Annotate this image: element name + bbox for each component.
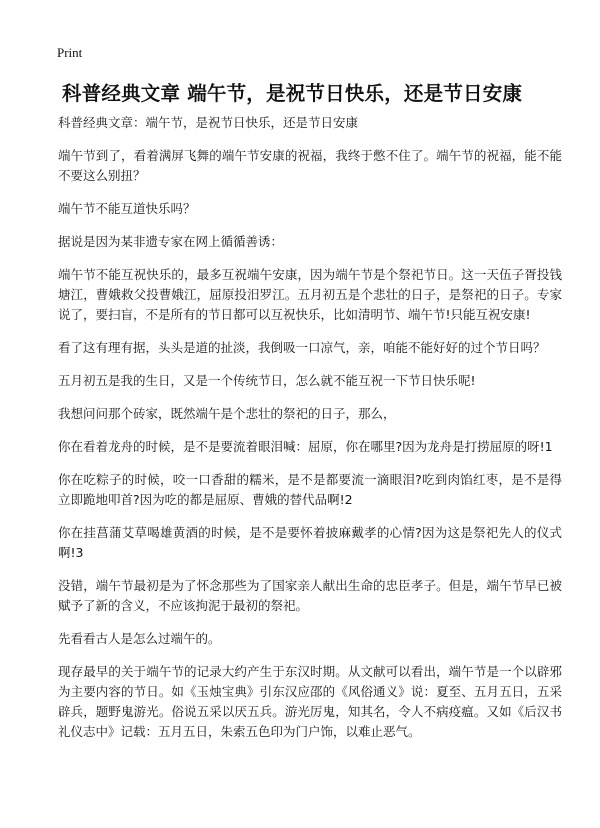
paragraph: 现存最早的关于端午节的记录大约产生于东汉时期。从文献可以看出，端午节是一个以辟邪为主要内容的节日。如《玉烛宝典》引东汉应邵的《风俗通义》说：夏至、五月五日，五采辟兵，题野鬼游光。俗说五采以厌五兵。游光厉鬼，知其名，令人不病疫瘟。又如《后汉书礼仪志中》记载：五月五日，朱索五色印为门户饰，以难止恶气。 <box>58 664 562 739</box>
paragraph: 你在挂菖蒲艾草喝雄黄酒的时候，是不是要怀着披麻戴孝的心情?因为这是祭祀先人的仪式啊!3 <box>58 525 562 560</box>
article-body <box>58 113 562 755</box>
paragraph: 端午节不能互祝快乐的，最多互祝端午安康，因为端午节是个祭祀节日。这一天伍子胥投钱塘江，曹娥救父投曹娥江，屈原投汨罗江。五月初五是个悲壮的日子，是祭祀的日子。专家说了，要扫盲，不是所有的节日都可以互祝快乐，比如清明节、端午节!只能互祝安康! <box>58 267 562 322</box>
paragraph: 科普经典文章：端午节，是祝节日快乐，还是节日安康 <box>58 115 359 130</box>
paragraph: 端午节不能互道快乐吗？ <box>58 201 196 216</box>
paragraph: 先看看古人是怎么过端午的。 <box>58 631 221 646</box>
paragraph: 五月初五是我的生日，又是一个传统节日，怎么就不能互祝一下节日快乐呢! <box>58 373 476 388</box>
paragraph: 你在看着龙舟的时候，是不是要流着眼泪喊：屈原，你在哪里?因为龙舟是打捞屈原的呀!1 <box>58 439 553 454</box>
paragraph: 据说是因为某非遗专家在网上循循善诱： <box>58 234 284 249</box>
print-link[interactable]: Print <box>57 45 83 60</box>
paragraph: 端午节到了，看着满屏飞舞的端午节安康的祝福，我终于憋不住了。端午节的祝福，能不能不要这么别扭？ <box>58 148 562 183</box>
document-title: 科普经典文章 端午节，是祝节日快乐，还是节日安康 <box>62 82 523 105</box>
paragraph: 没错，端午节最初是为了怀念那些为了国家亲人献出生命的忠臣孝子。但是，端午节早已被赋予了新的含义，不应该拘泥于最初的祭祀。 <box>58 578 562 613</box>
paragraph: 你在吃粽子的时候，咬一口香甜的糯米，是不是都要流一滴眼泪?吃到肉馅红枣，是不是得立即跪地叩首?因为吃的都是屈原、曹娥的替代品啊!2 <box>58 472 562 507</box>
paragraph: 我想问问那个砖家，既然端午是个悲壮的祭祀的日子，那么， <box>58 406 396 421</box>
paragraph: 看了这有理有据，头头是道的扯淡，我倒吸一口凉气，亲，咱能不能好好的过个节日吗？ <box>58 340 546 355</box>
